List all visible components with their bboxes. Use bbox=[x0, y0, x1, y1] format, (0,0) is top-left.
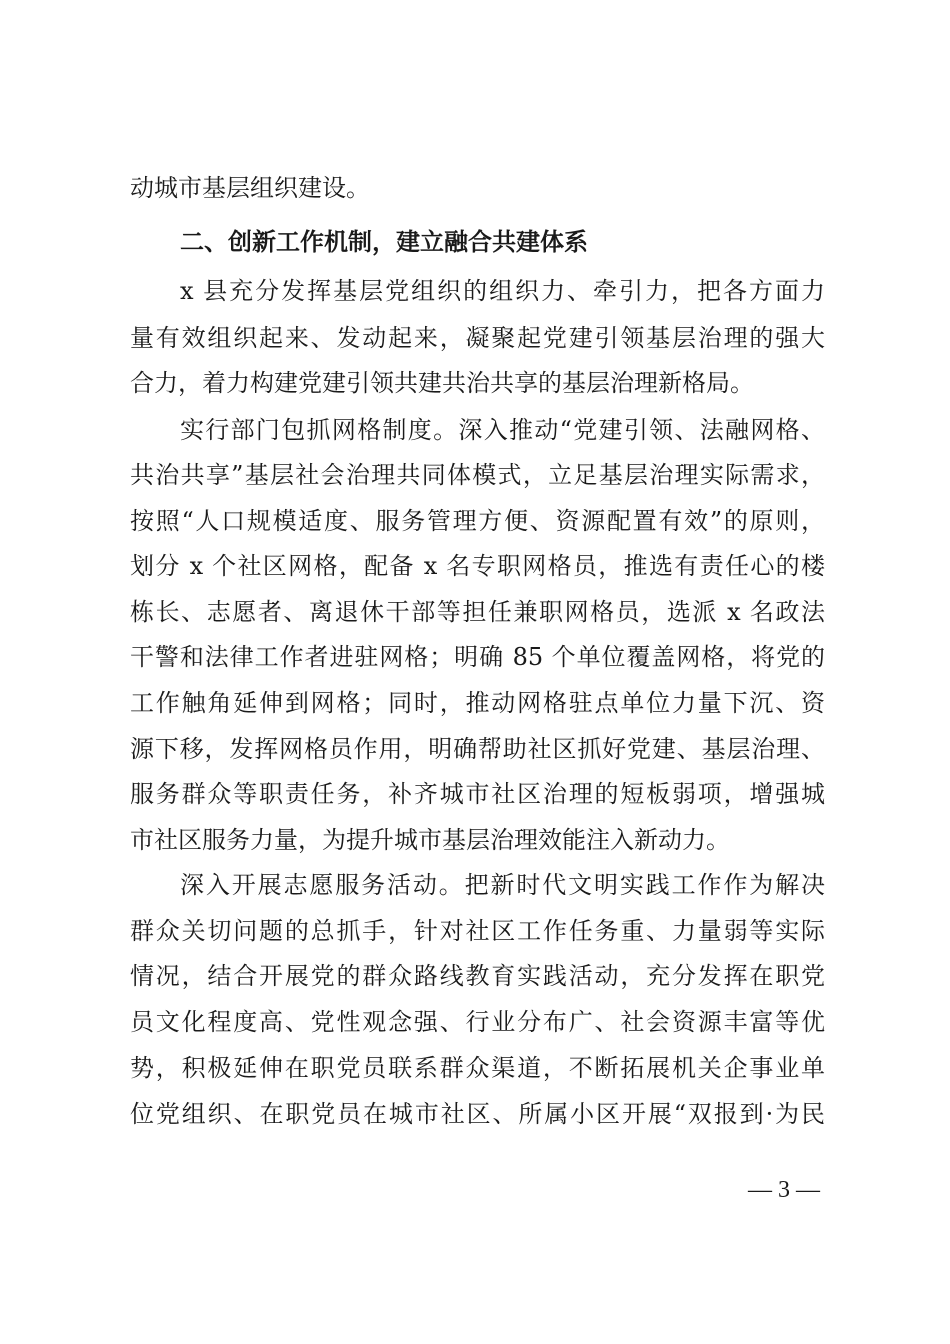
text-line: 群众关切问题的总抓手，针对社区工作任务重、力量弱等实际 bbox=[130, 917, 825, 945]
page-number: — 3 — bbox=[748, 1177, 820, 1203]
text-line: 服务群众等职责任务，补齐城市社区治理的短板弱项，增强城 bbox=[130, 780, 825, 808]
text-line: 划分 x 个社区网格，配备 x 名专职网格员，推选有责任心的楼 bbox=[130, 552, 825, 580]
text-line: 量有效组织起来、发动起来，凝聚起党建引领基层治理的强大 bbox=[130, 324, 825, 352]
text-line: 实行部门包抓网格制度。深入推动“党建引领、法融网格、 bbox=[180, 416, 825, 444]
text-line: 员文化程度高、党性观念强、行业分布广、社会资源丰富等优 bbox=[130, 1008, 825, 1036]
text-line: 深入开展志愿服务活动。把新时代文明实践工作作为解决 bbox=[180, 871, 825, 899]
text-line: 情况，结合开展党的群众路线教育实践活动，充分发挥在职党 bbox=[130, 962, 825, 990]
text-line: 共治共享”基层社会治理共同体模式，立足基层治理实际需求， bbox=[130, 461, 825, 489]
text-line: 栋长、志愿者、离退休干部等担任兼职网格员，选派 x 名政法 bbox=[130, 598, 825, 626]
text-line: 动城市基层组织建设。 bbox=[130, 174, 370, 202]
text-line: 干警和法律工作者进驻网格；明确 85 个单位覆盖网格，将党的 bbox=[130, 643, 825, 671]
text-line: 源下移，发挥网格员作用，明确帮助社区抓好党建、基层治理、 bbox=[130, 735, 825, 763]
text-line: 按照“人口规模适度、服务管理方便、资源配置有效”的原则， bbox=[130, 507, 825, 535]
text-line: 合力，着力构建党建引领共建共治共享的基层治理新格局。 bbox=[130, 369, 754, 397]
text-line: 市社区服务力量，为提升城市基层治理效能注入新动力。 bbox=[130, 826, 730, 854]
text-line: 工作触角延伸到网格；同时，推动网格驻点单位力量下沉、资 bbox=[130, 689, 825, 717]
text-line: 势，积极延伸在职党员联系群众渠道，不断拓展机关企事业单 bbox=[130, 1054, 825, 1082]
section-heading: 二、创新工作机制，建立融合共建体系 bbox=[180, 228, 588, 256]
text-line: 位党组织、在职党员在城市社区、所属小区开展“双报到·为民 bbox=[130, 1100, 825, 1128]
text-line: x 县充分发挥基层党组织的组织力、牵引力，把各方面力 bbox=[180, 277, 825, 305]
